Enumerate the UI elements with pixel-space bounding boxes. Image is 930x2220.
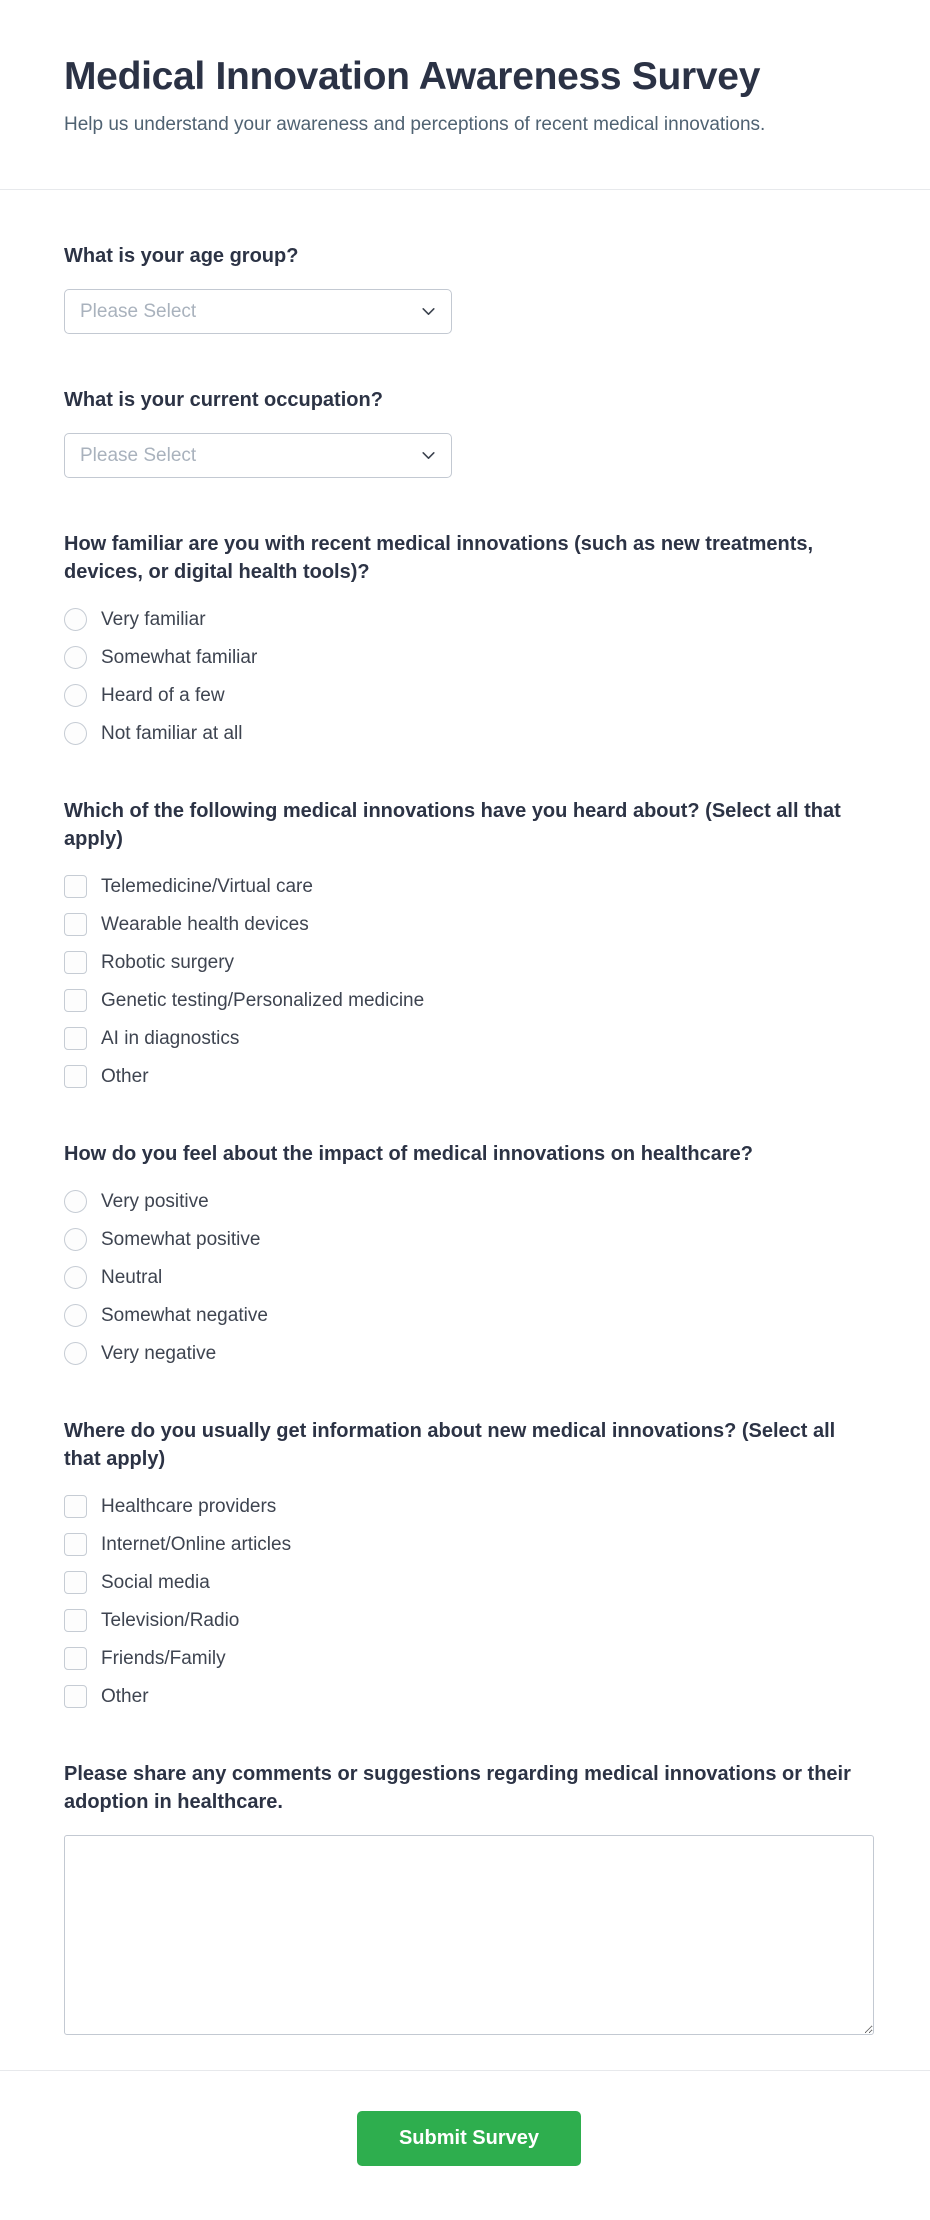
chevron-down-icon: [420, 303, 437, 320]
form-footer: [0, 2070, 930, 2220]
radio-button-icon[interactable]: [64, 684, 87, 707]
option-label: AI in diagnostics: [101, 1027, 240, 1049]
submit-button[interactable]: Submit Survey: [357, 2111, 581, 2166]
comments-textarea[interactable]: [64, 1835, 874, 2035]
checkbox-icon[interactable]: [64, 989, 87, 1012]
checkbox-icon[interactable]: [64, 1495, 87, 1518]
question-innovations-heard: [64, 797, 874, 1088]
option-label: Neutral: [101, 1266, 163, 1288]
radio-button-icon[interactable]: [64, 1190, 87, 1213]
option-label: Heard of a few: [101, 684, 225, 706]
select-placeholder-text: Please Select: [80, 444, 197, 466]
question-label: What is your current occupation?: [64, 389, 383, 412]
option-label: Somewhat negative: [101, 1304, 268, 1326]
checkbox-group-sources: [64, 1492, 874, 1708]
option-label: Genetic testing/Personalized medicine: [101, 989, 425, 1011]
checkbox-icon[interactable]: [64, 1533, 87, 1556]
radio-button-icon[interactable]: [64, 1266, 87, 1289]
option-label: Other: [101, 1065, 149, 1087]
option-label: Social media: [101, 1571, 210, 1593]
checkbox-option-social-media[interactable]: [64, 1570, 874, 1594]
question-label: Which of the following medical innovations have you heard about? (Select all that apply): [64, 800, 841, 851]
radio-button-icon[interactable]: [64, 1304, 87, 1327]
submit-row: [64, 2111, 874, 2166]
checkbox-option-other[interactable]: [64, 1684, 874, 1708]
radio-option-somewhat-familiar[interactable]: [64, 645, 874, 669]
radio-button-icon[interactable]: [64, 646, 87, 669]
radio-option-very-familiar[interactable]: [64, 607, 874, 631]
checkbox-option-telemedicine[interactable]: [64, 874, 874, 898]
option-label: Friends/Family: [101, 1647, 226, 1669]
checkbox-icon[interactable]: [64, 951, 87, 974]
radio-option-somewhat-positive[interactable]: [64, 1227, 874, 1251]
option-label: Robotic surgery: [101, 951, 235, 973]
question-comments: [64, 1760, 874, 2035]
select-placeholder-text: Please Select: [80, 300, 197, 322]
form-header: [0, 0, 930, 190]
checkbox-icon[interactable]: [64, 913, 87, 936]
option-label: Very negative: [101, 1342, 217, 1364]
radio-option-neutral[interactable]: [64, 1265, 874, 1289]
checkbox-group-innovations: [64, 872, 874, 1088]
radio-button-icon[interactable]: [64, 1342, 87, 1365]
radio-option-very-negative[interactable]: [64, 1341, 874, 1365]
checkbox-icon[interactable]: [64, 1685, 87, 1708]
option-label: Other: [101, 1685, 149, 1707]
checkbox-icon[interactable]: [64, 1609, 87, 1632]
checkbox-option-friends-family[interactable]: [64, 1646, 874, 1670]
occupation-select[interactable]: [64, 433, 452, 478]
question-label: Please share any comments or suggestions regarding medical innovations or their adoption in healthcare.: [64, 1763, 851, 1814]
checkbox-option-wearables[interactable]: [64, 912, 874, 936]
checkbox-option-television-radio[interactable]: [64, 1608, 874, 1632]
option-label: Telemedicine/Virtual care: [101, 875, 313, 897]
checkbox-option-ai-diagnostics[interactable]: [64, 1026, 874, 1050]
question-impact-feeling: [64, 1140, 874, 1365]
option-label: Somewhat familiar: [101, 646, 258, 668]
radio-option-very-positive[interactable]: [64, 1189, 874, 1213]
radio-option-not-familiar[interactable]: [64, 721, 874, 745]
question-label: How familiar are you with recent medical innovations (such as new treatments, devices, or digital health tools)?: [64, 533, 814, 584]
radio-button-icon[interactable]: [64, 722, 87, 745]
question-age-group: [64, 242, 874, 334]
checkbox-icon[interactable]: [64, 875, 87, 898]
checkbox-icon[interactable]: [64, 1027, 87, 1050]
radio-option-heard-of-a-few[interactable]: [64, 683, 874, 707]
option-label: Internet/Online articles: [101, 1533, 292, 1555]
question-label: How do you feel about the impact of medical innovations on healthcare?: [64, 1143, 753, 1166]
form-body: [0, 190, 930, 2035]
option-label: Very positive: [101, 1190, 209, 1212]
radio-button-icon[interactable]: [64, 1228, 87, 1251]
radio-group-impact: [64, 1187, 874, 1365]
radio-button-icon[interactable]: [64, 608, 87, 631]
option-label: Healthcare providers: [101, 1495, 277, 1517]
option-label: Very familiar: [101, 608, 206, 630]
checkbox-icon[interactable]: [64, 1571, 87, 1594]
question-information-sources: [64, 1417, 874, 1708]
age-group-select[interactable]: [64, 289, 452, 334]
checkbox-option-healthcare-providers[interactable]: [64, 1494, 874, 1518]
checkbox-option-other[interactable]: [64, 1064, 874, 1088]
question-occupation: [64, 386, 874, 478]
form-subtitle: Help us understand your awareness and perceptions of recent medical innovations.: [64, 113, 766, 135]
checkbox-option-robotic-surgery[interactable]: [64, 950, 874, 974]
option-label: Television/Radio: [101, 1609, 240, 1631]
option-label: Not familiar at all: [101, 722, 243, 744]
chevron-down-icon: [420, 447, 437, 464]
radio-option-somewhat-negative[interactable]: [64, 1303, 874, 1327]
option-label: Wearable health devices: [101, 913, 309, 935]
question-label: What is your age group?: [64, 245, 299, 268]
checkbox-icon[interactable]: [64, 1647, 87, 1670]
checkbox-option-internet-articles[interactable]: [64, 1532, 874, 1556]
form-title: Medical Innovation Awareness Survey: [64, 55, 761, 98]
option-label: Somewhat positive: [101, 1228, 261, 1250]
checkbox-icon[interactable]: [64, 1065, 87, 1088]
question-familiarity: [64, 530, 874, 745]
checkbox-option-genetic-testing[interactable]: [64, 988, 874, 1012]
question-label: Where do you usually get information about new medical innovations? (Select all that apply): [64, 1420, 836, 1471]
radio-group-familiarity: [64, 605, 874, 745]
